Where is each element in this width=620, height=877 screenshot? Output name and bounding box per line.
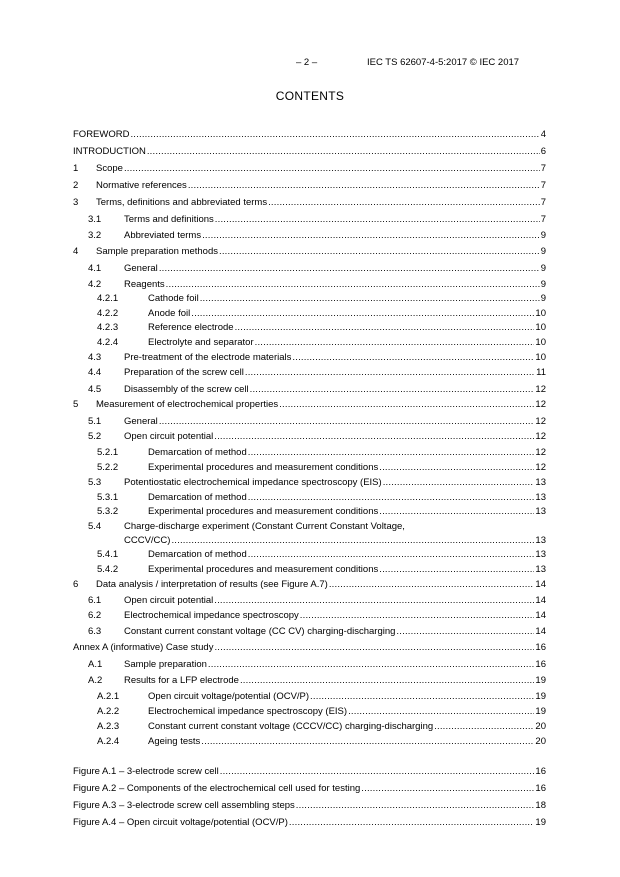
toc-entry[interactable]: [73, 548, 546, 562]
toc-entry-page: 13: [535, 477, 546, 488]
toc-entry-title: Cathode foil: [148, 293, 199, 304]
toc-entry[interactable]: [73, 278, 546, 292]
toc-entry-title: Electrochemical impedance spectroscopy (EIS): [148, 706, 348, 717]
toc-entry-number: 2: [73, 180, 79, 191]
leader-dots: [396, 625, 534, 639]
toc-entry-number: 4.2.1: [97, 293, 119, 304]
toc-entry-page: 9: [540, 279, 546, 290]
toc-entry-number: 5.4: [88, 521, 102, 532]
toc-entry-title: Demarcation of method: [148, 549, 247, 560]
leader-dots: [159, 262, 540, 276]
toc-entry-title: Terms and definitions: [124, 214, 214, 225]
leader-dots: [147, 145, 540, 159]
standard-reference: IEC TS 62607-4-5:2017 © IEC 2017: [367, 57, 520, 68]
toc-entry-title: Terms, definitions and abbreviated terms: [96, 197, 268, 208]
toc-entry-number: 3.1: [88, 214, 102, 225]
toc-entry-number: 6.1: [88, 595, 102, 606]
toc-entry-title: Pre-treatment of the electrode materials: [124, 352, 292, 363]
toc-entry[interactable]: [73, 383, 546, 397]
leader-dots: [235, 321, 535, 335]
toc-entry-page: 12: [535, 431, 546, 442]
toc-entry[interactable]: [73, 658, 546, 672]
toc-entry-page: 13: [535, 506, 546, 517]
toc-entry[interactable]: [73, 245, 546, 259]
toc-entry-page: 12: [535, 447, 546, 458]
toc-entry-number: 4.5: [88, 384, 102, 395]
toc-entry-number: 5.2.1: [97, 447, 119, 458]
leader-dots: [379, 563, 534, 577]
leader-dots: [268, 196, 540, 210]
toc-entry-page: 10: [535, 337, 546, 348]
leader-dots: [200, 292, 540, 306]
toc-entry-title: Abbreviated terms: [124, 230, 202, 241]
toc-entry-page: 16: [535, 642, 546, 653]
toc-entry[interactable]: [73, 351, 546, 365]
toc-entry-number: A.2.3: [97, 721, 120, 732]
toc-entry-page: 20: [535, 721, 546, 732]
toc-entry-title: Constant current constant voltage (CC CV) charging-discharging: [124, 626, 396, 637]
toc-entry-page: 6: [540, 146, 546, 157]
leader-dots: [361, 782, 534, 796]
toc-entry-title: Demarcation of method: [148, 492, 247, 503]
toc-entry-page: 7: [540, 163, 546, 174]
toc-entry[interactable]: [73, 461, 546, 475]
toc-entry-title: INTRODUCTION: [73, 146, 146, 157]
leader-dots: [348, 705, 534, 719]
leader-dots: [214, 594, 534, 608]
toc-entry[interactable]: [73, 578, 546, 592]
toc-entry-title: Experimental procedures and measurement conditions: [148, 506, 379, 517]
leader-dots: [250, 383, 535, 397]
toc-entry[interactable]: [73, 625, 546, 639]
toc-entry-number: 5.4.2: [97, 564, 119, 575]
leader-dots: [171, 534, 534, 548]
toc-entry-number: 6: [73, 579, 79, 590]
toc-entry-title: Electrochemical impedance spectroscopy: [124, 610, 299, 621]
toc-entry-title: Sample preparation methods: [96, 246, 218, 257]
toc-entry-title: Reagents: [124, 279, 165, 290]
leader-dots: [202, 229, 540, 243]
toc-entry-title: Data analysis / interpretation of results (see Figure A.7): [96, 579, 328, 590]
leader-dots: [310, 690, 534, 704]
toc-entry-page: 13: [535, 535, 546, 546]
leader-dots: [379, 505, 534, 519]
toc-entry-page: 10: [535, 352, 546, 363]
toc-entry-page: 20: [535, 736, 546, 747]
toc-entry[interactable]: [73, 128, 546, 142]
toc-entry-page: 13: [535, 549, 546, 560]
toc-entry-page: 13: [535, 564, 546, 575]
toc-entry-title: FOREWORD: [73, 129, 130, 140]
toc-entry[interactable]: [73, 162, 546, 176]
toc-entry-number: 4.2.4: [97, 337, 119, 348]
toc-entry-number: 5.3: [88, 477, 102, 488]
toc-entry-page: 14: [535, 626, 546, 637]
leader-dots: [215, 213, 540, 227]
toc-entry-title: Ageing tests: [148, 736, 201, 747]
toc-entry-number: A.2: [88, 675, 103, 686]
toc-entry-page: 14: [535, 579, 546, 590]
leader-dots: [383, 476, 535, 490]
leader-dots: [329, 578, 535, 592]
leader-dots: [292, 351, 534, 365]
toc-entry-title: Disassembly of the screw cell: [124, 384, 249, 395]
leader-dots: [245, 366, 535, 380]
toc-entry-page: 7: [540, 214, 546, 225]
leader-dots: [124, 162, 540, 176]
toc-entry-page: 12: [535, 416, 546, 427]
toc-entry-number: 4.2: [88, 279, 102, 290]
toc-entry-number: 4.2.3: [97, 322, 119, 333]
toc-entry-number: 5.2.2: [97, 462, 119, 473]
toc-entry-number: 5.2: [88, 431, 102, 442]
toc-entry-page: 10: [535, 322, 546, 333]
toc-entry-page: 18: [535, 800, 546, 811]
toc-entry-title: Annex A (informative) Case study: [73, 642, 214, 653]
toc-entry[interactable]: [73, 520, 546, 548]
figure-list-entry[interactable]: [73, 765, 546, 779]
toc-entry-title: Demarcation of method: [148, 447, 247, 458]
toc-entry-page: 13: [535, 492, 546, 503]
toc-entry-title: Experimental procedures and measurement conditions: [148, 462, 379, 473]
toc-entry-title: Normative references: [96, 180, 187, 191]
toc-entry[interactable]: [73, 491, 546, 505]
toc-entry[interactable]: [73, 446, 546, 460]
toc-entry-page: 19: [535, 675, 546, 686]
leader-dots: [159, 415, 535, 429]
toc-entry-title: Experimental procedures and measurement conditions: [148, 564, 379, 575]
toc-entry-title: Open circuit potential: [124, 595, 214, 606]
toc-entry-title: Figure A.2 – Components of the electrochemical cell used for testing: [73, 783, 361, 794]
toc-entry-title: Measurement of electrochemical properties: [96, 399, 279, 410]
toc-entry-number: 5.3.2: [97, 506, 119, 517]
leader-dots: [188, 179, 540, 193]
toc-entry-title: Potentiostatic electrochemical impedance spectroscopy (EIS): [124, 477, 382, 488]
figure-list-entry[interactable]: [73, 782, 546, 796]
leader-dots: [289, 816, 535, 830]
toc-entry-number: 4.1: [88, 263, 102, 274]
toc-entry-number: 4.3: [88, 352, 102, 363]
toc-entry[interactable]: [73, 720, 546, 734]
toc-entry-page: 19: [535, 817, 546, 828]
toc-entry[interactable]: [73, 145, 546, 159]
toc-entry[interactable]: [73, 321, 546, 335]
toc-entry[interactable]: [73, 415, 546, 429]
toc-entry-number: 3.2: [88, 230, 102, 241]
toc-entry-number: 4: [73, 246, 79, 257]
toc-entry[interactable]: [73, 594, 546, 608]
leader-dots: [208, 658, 535, 672]
toc-entry[interactable]: [73, 307, 546, 321]
leader-dots: [201, 735, 534, 749]
toc-entry-page: 16: [535, 659, 546, 670]
toc-entry[interactable]: [73, 641, 546, 655]
toc-entry[interactable]: [73, 563, 546, 577]
toc-entry[interactable]: [73, 366, 546, 380]
leader-dots: [219, 245, 540, 259]
toc-entry[interactable]: [73, 398, 546, 412]
toc-entry[interactable]: [73, 674, 546, 688]
toc-entry-title: General: [124, 263, 158, 274]
toc-entry-title: Results for a LFP electrode: [124, 675, 239, 686]
toc-entry-number: 3: [73, 197, 79, 208]
toc-entry[interactable]: [73, 735, 546, 749]
toc-entry-page: 14: [535, 610, 546, 621]
leader-dots: [130, 128, 539, 142]
toc-entry[interactable]: [73, 705, 546, 719]
toc-entry-title: Preparation of the screw cell: [124, 367, 244, 378]
toc-entry-number: 6.2: [88, 610, 102, 621]
page-number: – 2 –: [296, 57, 318, 68]
toc-entry-page: 9: [540, 230, 546, 241]
toc-entry-page: 12: [535, 384, 546, 395]
toc-entry-title: General: [124, 416, 158, 427]
leader-dots: [296, 799, 535, 813]
toc-entry-title: Figure A.4 – Open circuit voltage/potential (OCV/P): [73, 817, 288, 828]
toc-entry-page: 9: [540, 263, 546, 274]
toc-entry-number: A.2.4: [97, 736, 120, 747]
toc-entry-page: 9: [540, 246, 546, 257]
toc-entry[interactable]: [73, 262, 546, 276]
toc-entry-page: 16: [535, 783, 546, 794]
toc-entry-title: Open circuit potential: [124, 431, 214, 442]
leader-dots: [379, 461, 534, 475]
toc-entry-number: 1: [73, 163, 79, 174]
page-title: CONTENTS: [275, 89, 345, 103]
leader-dots: [240, 674, 534, 688]
toc-entry-page: 4: [540, 129, 546, 140]
toc-entry-page: 7: [540, 180, 546, 191]
toc-entry[interactable]: [73, 179, 546, 193]
toc-entry-number: 4.4: [88, 367, 102, 378]
toc-entry[interactable]: [73, 229, 546, 243]
toc-entry-title: Figure A.1 – 3-electrode screw cell: [73, 766, 219, 777]
toc-entry-title: Open circuit voltage/potential (OCV/P): [148, 691, 310, 702]
toc-entry[interactable]: [73, 430, 546, 444]
toc-entry-title: Sample preparation: [124, 659, 207, 670]
leader-dots: [248, 491, 535, 505]
toc-entry-number: 5: [73, 399, 79, 410]
toc-entry-number: 5.4.1: [97, 549, 119, 560]
leader-dots: [248, 446, 535, 460]
leader-dots: [255, 336, 535, 350]
toc-entry-number: A.2.2: [97, 706, 120, 717]
toc-entry-title: Figure A.3 – 3-electrode screw cell assembling steps: [73, 800, 295, 811]
leader-dots: [214, 641, 534, 655]
toc-entry-page: 12: [535, 399, 546, 410]
toc-entry-page: 9: [540, 293, 546, 304]
leader-dots: [300, 609, 535, 623]
toc-entry-number: A.1: [88, 659, 103, 670]
toc-entry-page: 7: [540, 197, 546, 208]
figure-list-entry[interactable]: [73, 816, 546, 830]
leader-dots: [191, 307, 534, 321]
toc-entry[interactable]: [73, 196, 546, 210]
toc-entry-page: 11: [536, 367, 546, 378]
leader-dots: [220, 765, 535, 779]
toc-entry[interactable]: [73, 505, 546, 519]
toc-entry-page: 12: [535, 462, 546, 473]
figure-list-entry[interactable]: [73, 799, 546, 813]
leader-dots: [166, 278, 540, 292]
toc-entry-title: Electrolyte and separator: [148, 337, 254, 348]
toc-entry-page: 16: [535, 766, 546, 777]
toc-entry-title: Constant current constant voltage (CCCV/CC) charging-discharging: [148, 721, 434, 732]
toc-entry[interactable]: [73, 213, 546, 227]
toc-entry[interactable]: [73, 690, 546, 704]
toc-entry-number: 5.1: [88, 416, 102, 427]
toc-entry-title: Scope: [96, 163, 123, 174]
leader-dots: [248, 548, 535, 562]
toc-entry[interactable]: [73, 476, 546, 490]
leader-dots: [434, 720, 534, 734]
toc-entry-number: 4.2.2: [97, 308, 119, 319]
toc-entry-page: 10: [535, 308, 546, 319]
toc-entry[interactable]: [73, 609, 546, 623]
toc-entry-number: 5.3.1: [97, 492, 119, 503]
toc-entry-title: Anode foil: [148, 308, 191, 319]
leader-dots: [214, 430, 534, 444]
toc-entry[interactable]: [73, 292, 546, 306]
toc-entry-title: Reference electrode: [148, 322, 234, 333]
toc-entry-page: 19: [535, 691, 546, 702]
leader-dots: [279, 398, 534, 412]
toc-entry-page: 19: [535, 706, 546, 717]
toc-entry-page: 14: [535, 595, 546, 606]
toc-entry-number: 6.3: [88, 626, 102, 637]
toc-entry[interactable]: [73, 336, 546, 350]
toc-entry-number: A.2.1: [97, 691, 120, 702]
toc-entry-title-continued: CCCV/CC): [124, 535, 171, 546]
page-header: [0, 57, 620, 73]
toc-entry-title: Charge-discharge experiment (Constant Current Constant Voltage,: [124, 521, 405, 532]
